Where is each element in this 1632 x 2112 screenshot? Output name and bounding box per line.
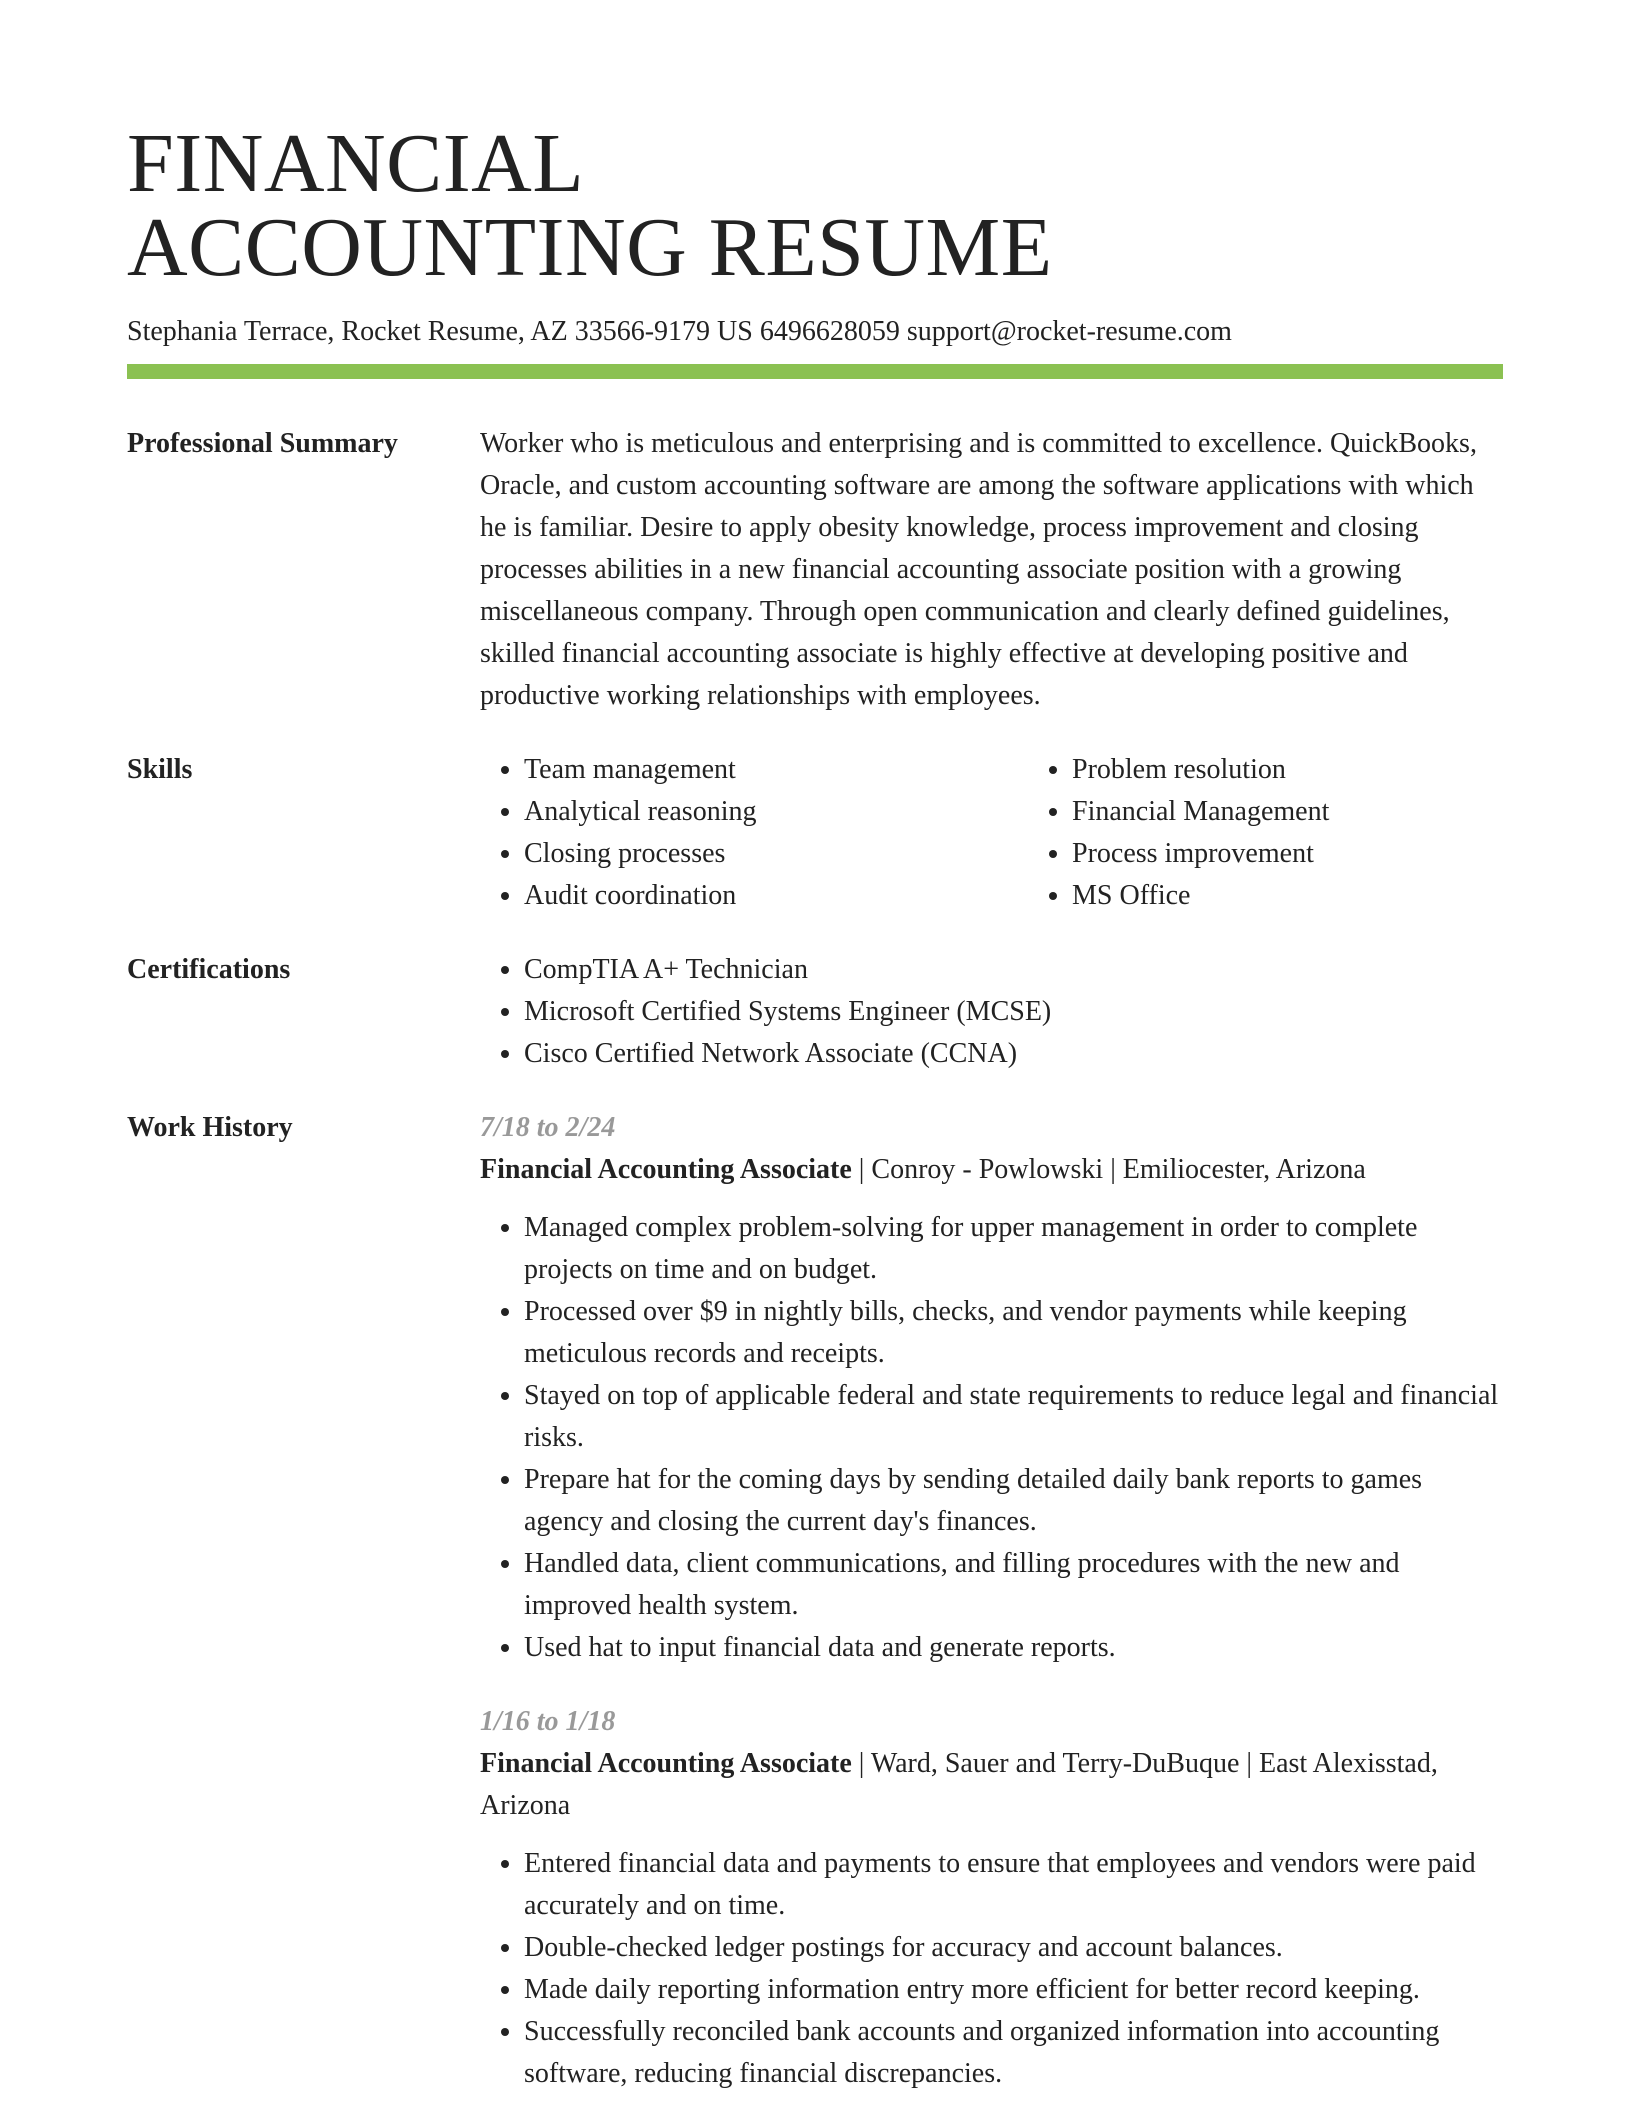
job-heading [480, 1743, 1503, 1827]
resume-page [127, 0, 1503, 2095]
job-heading [480, 1149, 1503, 1191]
job-bullets [480, 1843, 1503, 2095]
job-bullet: • Prepare hat for the coming days by sending detailed daily bank reports to games agency and closing the current day's finances. [524, 1459, 1503, 1543]
section-label-skills: Skills [127, 754, 193, 785]
job-dates: 7/18 to 2/24 [480, 1112, 616, 1143]
certification-item: • Microsoft Certified Systems Engineer (MCSE) [524, 991, 1503, 1033]
job-bullet: • Double-checked ledger postings for accuracy and account balances. [524, 1927, 1503, 1969]
job-company-location: | Ward, Sauer and Terry-DuBuque | East Alexisstad, Arizona [480, 1748, 1438, 1821]
skill-item: • MS Office [1072, 875, 1503, 917]
job-bullet: • Handled data, client communications, and filling procedures with the new and improved health system. [524, 1543, 1503, 1627]
skills-section [127, 749, 1503, 917]
skill-item: • Audit coordination [524, 875, 1028, 917]
summary-text: Worker who is meticulous and enterprising and is committed to excellence. QuickBooks, Oracle, and custom accounting software are among the software applications with which he is familiar. Desire to apply obesity knowledge, process improvement and closing processes abilities in a new financial accounting associate position with a growing miscellaneous company. Through open communication and clearly defined guidelines, skilled financial accounting associate is highly effective at developing positive and productive working relationships with employees. [480, 428, 1477, 711]
job-company-location: | Conroy - Powlowski | Emiliocester, Arizona [851, 1154, 1366, 1185]
section-label-work-history: Work History [127, 1112, 293, 1143]
skills-list-left [480, 749, 1028, 917]
work-history-section [127, 1107, 1503, 2095]
resume-title-line-1: FINANCIAL [127, 117, 585, 210]
contact-line: Stephania Terrace, Rocket Resume, AZ 33566-9179 US 6496628059 support@rocket-resume.com [127, 316, 1232, 347]
job-bullet: • Stayed on top of applicable federal and state requirements to reduce legal and financial risks. [524, 1375, 1503, 1459]
job-title: Financial Accounting Associate [480, 1154, 852, 1185]
job-dates: 1/16 to 1/18 [480, 1706, 616, 1737]
skill-item: • Problem resolution [1072, 749, 1503, 791]
certification-item: • Cisco Certified Network Associate (CCNA) [524, 1033, 1503, 1075]
job-bullet: • Made daily reporting information entry more efficient for better record keeping. [524, 1969, 1503, 2011]
resume-title [127, 0, 1503, 294]
job-entry [480, 1701, 1503, 2095]
job-bullets [480, 1207, 1503, 1669]
section-label-certifications: Certifications [127, 954, 291, 985]
job-title: Financial Accounting Associate [480, 1748, 852, 1779]
work-history-body [480, 1107, 1503, 2095]
certifications-list [480, 949, 1503, 1075]
resume-title-line-2: ACCOUNTING RESUME [127, 201, 1053, 294]
job-bullet: • Managed complex problem-solving for upper management in order to complete projects on time and on budget. [524, 1207, 1503, 1291]
skill-item: • Financial Management [1072, 791, 1503, 833]
skills-grid [480, 749, 1503, 917]
certification-item: • CompTIA A+ Technician [524, 949, 1503, 991]
job-bullet: • Processed over $9 in nightly bills, checks, and vendor payments while keeping meticulous records and receipts. [524, 1291, 1503, 1375]
job-entry [480, 1107, 1503, 1669]
job-bullet: • Entered financial data and payments to ensure that employees and vendors were paid accurately and on time. [524, 1843, 1503, 1927]
summary-body [480, 423, 1503, 717]
certifications-section [127, 949, 1503, 1075]
skill-item: • Process improvement [1072, 833, 1503, 875]
skill-item: • Closing processes [524, 833, 1028, 875]
skill-item: • Analytical reasoning [524, 791, 1028, 833]
professional-summary-section [127, 423, 1503, 717]
skills-list-right [1028, 749, 1503, 917]
skill-item: • Team management [524, 749, 1028, 791]
certifications-body [480, 949, 1503, 1075]
section-label-summary: Professional Summary [127, 428, 398, 459]
job-bullet: • Used hat to input financial data and generate reports. [524, 1627, 1503, 1669]
job-bullet: • Successfully reconciled bank accounts and organized information into accounting software, reducing financial discrepancies. [524, 2011, 1503, 2095]
header-divider [127, 364, 1503, 379]
